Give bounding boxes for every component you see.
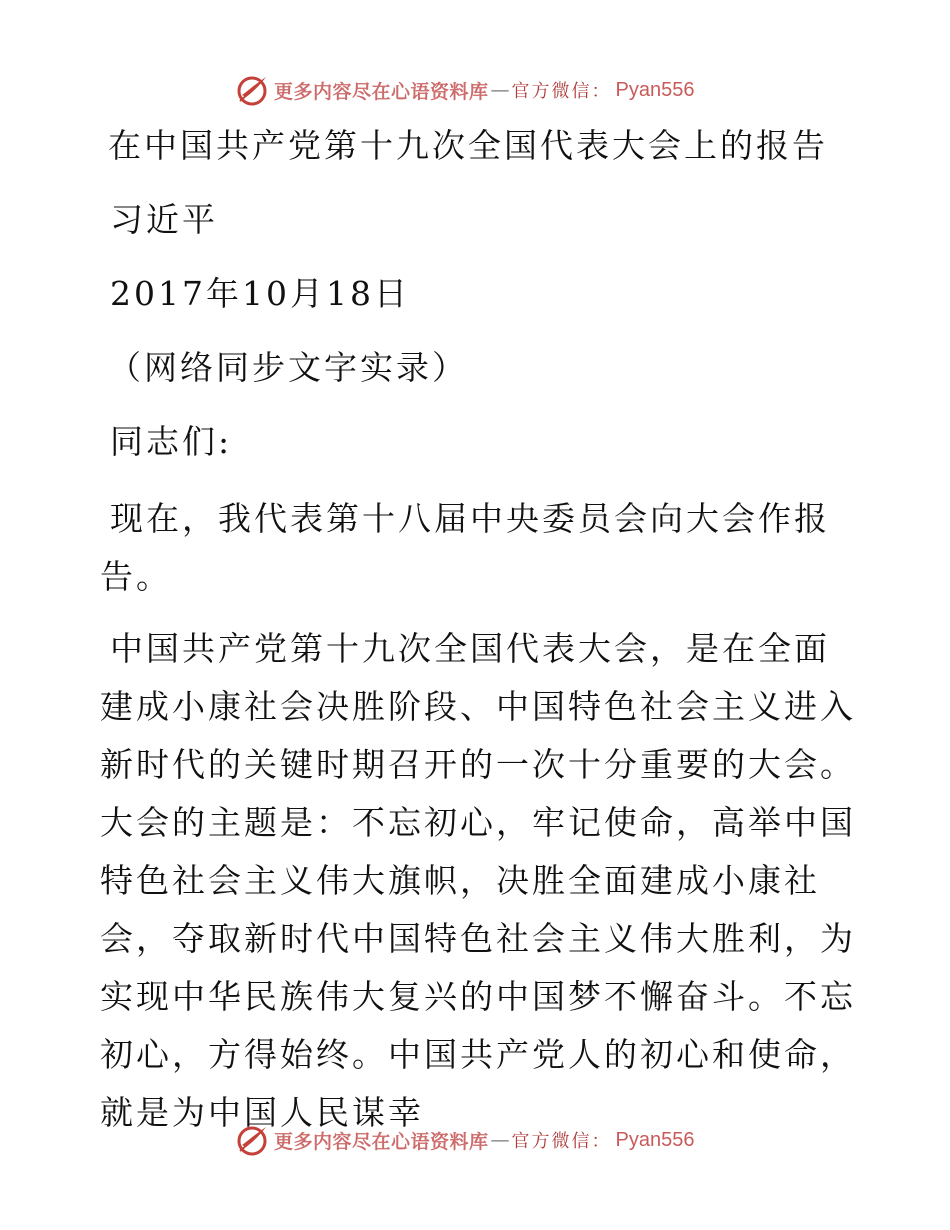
header-watermark: [236, 73, 694, 107]
wechat-id: Pyan556: [615, 1128, 695, 1151]
quill-logo-icon: [236, 73, 270, 107]
quill-logo-icon: [236, 1123, 270, 1157]
separator-dash: —: [490, 1129, 510, 1151]
paragraph-2: 中国共产党第十九次全国代表大会，是在全面建成小康社会决胜阶段、中国特色社会主义进入新时代的关键时期召开的一次十分重要的大会。大会的主题是：不忘初心，牢记使命，高举中国特色社会主义伟大旗帜，决胜全面建成小康社会，夺取新时代中国特色社会主义伟大胜利，为实现中华民族伟大复兴的中国梦不懈奋斗。不忘初心，方得始终。中国共产党人的初心和使命，就是为中国人民谋幸: [100, 629, 856, 1132]
document-title: 在中国共产党第十九次全国代表大会上的报告: [108, 126, 828, 165]
greeting: 同志们:: [110, 422, 233, 461]
paragraph-1: 现在，我代表第十八届中央委员会向大会作报告。: [100, 499, 830, 596]
separator-dash: —: [490, 79, 510, 101]
document-note: （网络同步文字实录）: [108, 348, 468, 387]
wechat-id: Pyan556: [615, 78, 695, 101]
document-date: 2017年10月18日: [110, 274, 410, 313]
slogan-text: 更多内容尽在心语资料库: [274, 1130, 489, 1153]
slogan-text: 更多内容尽在心语资料库: [274, 80, 489, 103]
wechat-label: 官方微信：: [511, 81, 612, 102]
footer-watermark: [236, 1123, 694, 1157]
document-author: 习近平: [110, 200, 218, 239]
wechat-label: 官方微信：: [511, 1131, 612, 1152]
